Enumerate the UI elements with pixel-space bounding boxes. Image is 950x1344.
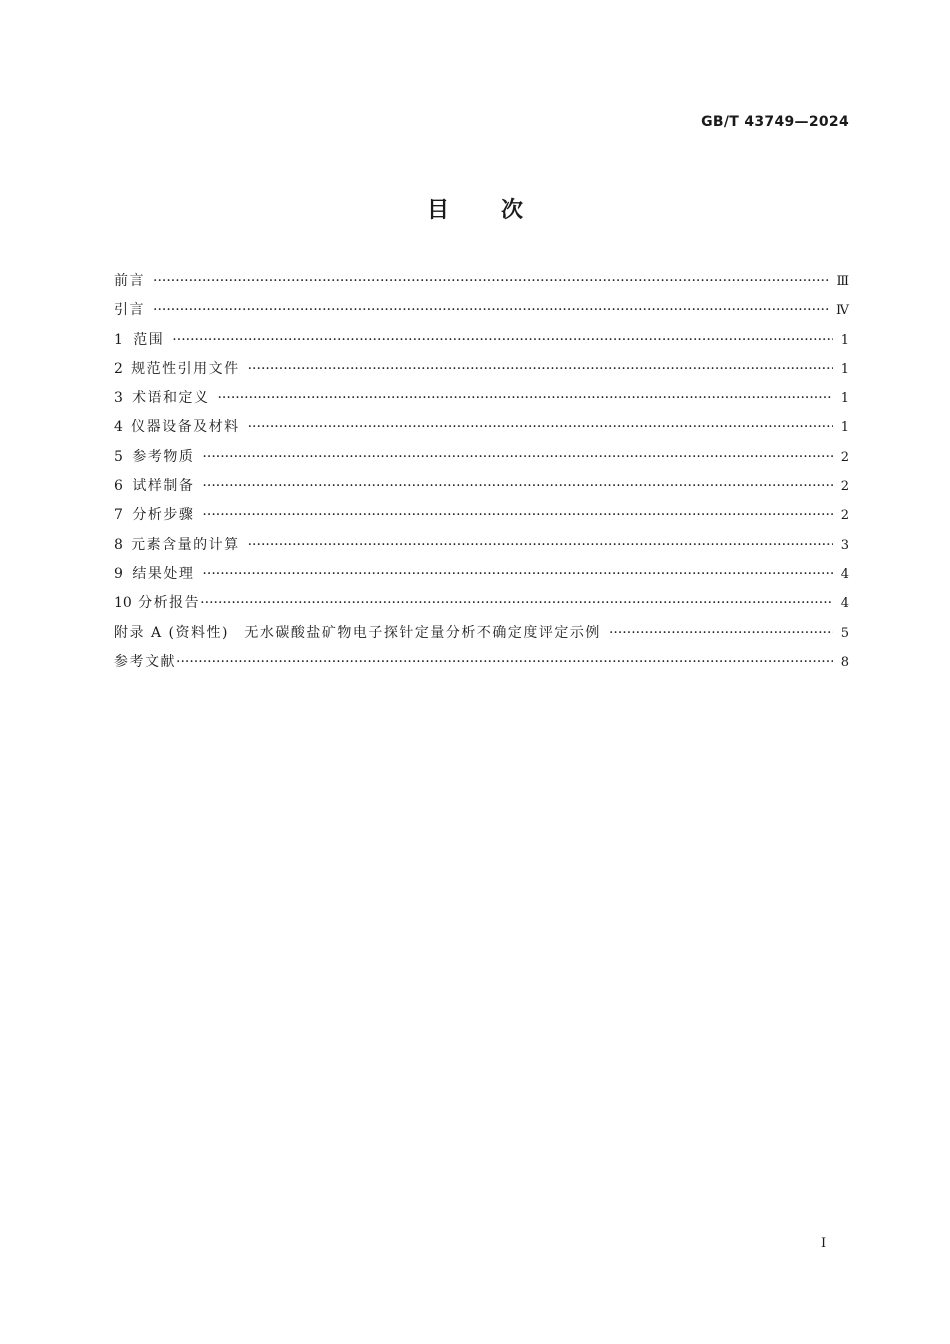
toc-entry-page: 4 — [840, 596, 849, 612]
toc-entry-title: 仪器设备及材料 — [131, 419, 240, 436]
toc-entry-scope[interactable] — [114, 329, 849, 358]
toc-entry-terms-definitions[interactable] — [114, 387, 849, 416]
toc-entry-page: 3 — [840, 537, 849, 553]
toc-entry-title: 范围 — [133, 331, 165, 348]
toc-entry-number: 3 — [114, 390, 123, 407]
toc-entry-calculation[interactable] — [114, 534, 849, 563]
toc-entry-title: 元素含量的计算 — [131, 536, 240, 553]
toc-entry-number: 5 — [114, 448, 123, 465]
toc-entry-page: 2 — [840, 479, 849, 495]
toc-entry-title: 规范性引用文件 — [131, 360, 240, 377]
toc-entry-title: 术语和定义 — [131, 390, 210, 407]
toc-entry-number: 9 — [114, 565, 123, 582]
toc-entry-number: 4 — [114, 419, 123, 436]
dot-leader — [153, 273, 830, 289]
toc-entry-page: 1 — [840, 332, 849, 348]
toc-entry-page: 1 — [840, 361, 849, 377]
dot-leader — [248, 419, 833, 435]
toc-entry-page: Ⅳ — [836, 303, 849, 319]
toc-entry-page: 2 — [840, 508, 849, 524]
dot-leader — [172, 332, 833, 348]
standard-code: GB/T 43749—2024 — [701, 114, 849, 130]
toc-entry-title: 附录 A (资料性) 无水碳酸盐矿物电子探针定量分析不确定度评定示例 — [114, 624, 601, 641]
toc-entry-number: 8 — [114, 536, 123, 553]
dot-leader — [609, 625, 833, 641]
toc-title: 目次 — [426, 198, 575, 223]
toc-entry-number: 10 — [114, 595, 132, 612]
dot-leader — [153, 302, 830, 318]
toc-entry-title: 结果处理 — [132, 565, 195, 582]
toc-entry-sample-preparation[interactable] — [114, 475, 849, 504]
table-of-contents — [114, 270, 849, 680]
toc-entry-title: 前言 — [114, 273, 145, 289]
toc-entry-page: 1 — [840, 420, 849, 436]
toc-entry-normative-references[interactable] — [114, 358, 849, 387]
toc-entry-page: 2 — [840, 449, 849, 465]
toc-entry-bibliography[interactable] — [114, 651, 849, 680]
toc-entry-title: 引言 — [114, 302, 145, 319]
toc-entry-number: 1 — [114, 331, 123, 348]
toc-entry-result-processing[interactable] — [114, 563, 849, 592]
toc-entry-title: 分析报告 — [138, 595, 201, 612]
dot-leader — [202, 507, 833, 523]
toc-entry-title: 分析步骤 — [132, 507, 195, 524]
toc-entry-title: 参考文献 — [114, 653, 176, 670]
toc-entry-number: 2 — [114, 360, 123, 377]
toc-entry-page: 1 — [840, 391, 849, 407]
dot-leader — [217, 390, 833, 406]
toc-entry-foreword[interactable] — [114, 270, 849, 299]
toc-entry-appendix-a[interactable] — [114, 622, 849, 651]
dot-leader — [202, 449, 833, 465]
dot-leader — [248, 361, 833, 377]
toc-entry-page: Ⅲ — [836, 274, 849, 289]
dot-leader — [176, 654, 833, 670]
dot-leader — [248, 537, 833, 553]
dot-leader — [200, 595, 833, 611]
page-number: Ⅰ — [821, 1236, 827, 1251]
toc-entry-analysis-steps[interactable] — [114, 504, 849, 533]
toc-entry-reference-materials[interactable] — [114, 446, 849, 475]
toc-entry-title: 参考物质 — [132, 448, 195, 465]
dot-leader — [202, 566, 833, 582]
toc-entry-number: 6 — [114, 478, 123, 495]
toc-entry-number: 7 — [114, 507, 123, 524]
toc-entry-title: 试样制备 — [132, 478, 195, 495]
toc-entry-page: 8 — [840, 654, 849, 670]
toc-entry-page: 5 — [840, 625, 849, 641]
dot-leader — [202, 478, 833, 494]
toc-entry-analysis-report[interactable] — [114, 592, 849, 621]
toc-entry-introduction[interactable] — [114, 299, 849, 328]
toc-entry-apparatus[interactable] — [114, 416, 849, 445]
toc-entry-page: 4 — [840, 566, 849, 582]
